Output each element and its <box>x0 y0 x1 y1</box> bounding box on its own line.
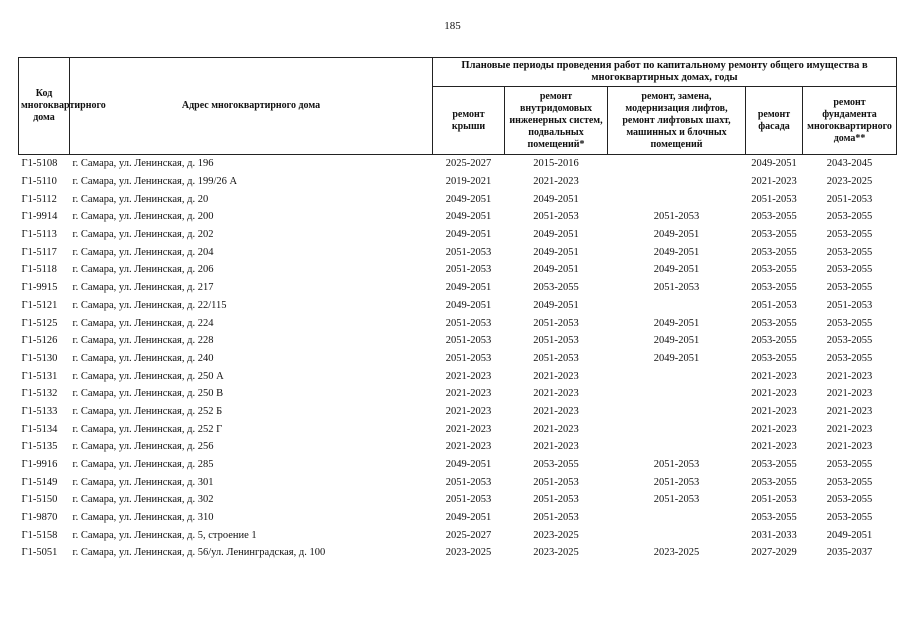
cell-facade: 2053-2055 <box>751 246 797 258</box>
table-header <box>19 58 897 155</box>
cell-roof: 2049-2051 <box>445 211 492 223</box>
cell-facade: 2021-2023 <box>751 441 797 453</box>
cell-address: г. Самара, ул. Ленинская, д. 206 <box>72 264 214 276</box>
cell-code: Г1-5133 <box>21 405 58 417</box>
cell-code: Г1-5112 <box>21 193 57 205</box>
cell-systems: 2051-2053 <box>533 512 579 524</box>
cell-roof: 2051-2053 <box>445 476 492 488</box>
cell-lifts <box>608 385 746 403</box>
cell-foundation: 2035-2037 <box>826 547 873 559</box>
table-row <box>19 385 897 403</box>
table-row <box>19 509 897 527</box>
cell-roof: 2049-2051 <box>445 512 492 524</box>
cell-systems: 2051-2053 <box>533 317 579 329</box>
cell-address: г. Самара, ул. Ленинская, д. 256 <box>72 441 214 453</box>
cell-address: г. Самара, ул. Ленинская, д. 56/ул. Ленинградская, д. 100 <box>72 547 326 559</box>
cell-lifts <box>608 297 746 315</box>
cell-foundation: 2051-2053 <box>826 299 873 311</box>
cell-code: Г1-9916 <box>21 459 58 471</box>
cell-foundation: 2021-2023 <box>826 423 873 435</box>
cell-lifts: 2049-2051 <box>653 229 700 241</box>
cell-facade: 2053-2055 <box>751 317 797 329</box>
cell-facade: 2053-2055 <box>751 352 797 364</box>
cell-lifts: 2023-2025 <box>653 547 700 559</box>
cell-lifts <box>608 438 746 456</box>
cell-facade: 2053-2055 <box>751 512 797 524</box>
cell-facade: 2051-2053 <box>751 193 797 205</box>
cell-roof: 2021-2023 <box>445 441 492 453</box>
cell-roof: 2021-2023 <box>445 423 492 435</box>
cell-foundation: 2053-2055 <box>826 264 873 276</box>
cell-code: Г1-5131 <box>21 370 58 382</box>
cell-lifts <box>608 403 746 421</box>
cell-roof: 2021-2023 <box>445 388 492 400</box>
table-row <box>19 314 897 332</box>
cell-roof: 2021-2023 <box>445 405 492 417</box>
cell-roof: 2025-2027 <box>445 158 492 170</box>
cell-address: г. Самара, ул. Ленинская, д. 250 А <box>72 370 224 382</box>
table-row <box>19 473 897 491</box>
table-row <box>19 526 897 544</box>
table-row <box>19 208 897 226</box>
cell-address: г. Самара, ул. Ленинская, д. 199/26 А <box>72 176 238 188</box>
cell-lifts <box>608 190 746 208</box>
cell-address: г. Самара, ул. Ленинская, д. 202 <box>72 229 214 241</box>
cell-code: Г1-5150 <box>21 494 58 506</box>
cell-lifts: 2051-2053 <box>653 459 700 471</box>
table-row <box>19 544 897 562</box>
cell-roof: 2051-2053 <box>445 352 492 364</box>
cell-facade: 2053-2055 <box>751 335 797 347</box>
header-lifts: ремонт, замена, модернизация лифтов, ремонт лифтовых шахт, машинных и блочных помещений <box>608 87 746 155</box>
cell-address: г. Самара, ул. Ленинская, д. 252 Б <box>72 405 223 417</box>
cell-facade: 2053-2055 <box>751 476 797 488</box>
cell-code: Г1-5126 <box>21 335 58 347</box>
cell-lifts: 2051-2053 <box>653 494 700 506</box>
table-row <box>19 420 897 438</box>
cell-lifts <box>608 155 746 173</box>
cell-foundation: 2021-2023 <box>826 370 873 382</box>
cell-lifts: 2049-2051 <box>653 264 700 276</box>
cell-systems: 2049-2051 <box>533 299 579 311</box>
cell-facade: 2031-2033 <box>751 529 797 541</box>
cell-lifts <box>608 509 746 527</box>
cell-code: Г1-9915 <box>21 282 58 294</box>
cell-facade: 2053-2055 <box>751 282 797 294</box>
cell-facade: 2021-2023 <box>751 176 797 188</box>
cell-code: Г1-9914 <box>21 211 58 223</box>
cell-facade: 2053-2055 <box>751 211 797 223</box>
cell-foundation: 2053-2055 <box>826 459 873 471</box>
table-row <box>19 438 897 456</box>
cell-code: Г1-5134 <box>21 423 58 435</box>
cell-code: Г1-5108 <box>21 158 58 170</box>
cell-roof: 2049-2051 <box>445 193 492 205</box>
cell-lifts: 2051-2053 <box>653 476 700 488</box>
table-row <box>19 403 897 421</box>
cell-systems: 2049-2051 <box>533 264 579 276</box>
cell-address: г. Самара, ул. Ленинская, д. 252 Г <box>72 423 223 435</box>
cell-address: г. Самара, ул. Ленинская, д. 301 <box>72 476 214 488</box>
cell-systems: 2021-2023 <box>533 388 579 400</box>
cell-code: Г1-5118 <box>21 264 57 276</box>
cell-foundation: 2053-2055 <box>826 229 873 241</box>
cell-roof: 2049-2051 <box>445 299 492 311</box>
cell-address: г. Самара, ул. Ленинская, д. 302 <box>72 494 214 506</box>
cell-foundation: 2053-2055 <box>826 494 873 506</box>
cell-facade: 2021-2023 <box>751 423 797 435</box>
cell-address: г. Самара, ул. Ленинская, д. 250 В <box>72 388 224 400</box>
cell-address: г. Самара, ул. Ленинская, д. 310 <box>72 512 214 524</box>
header-systems: ремонт внутридомовых инженерных систем, подвальных помещений* <box>505 87 608 155</box>
cell-foundation: 2053-2055 <box>826 211 873 223</box>
table-row <box>19 243 897 261</box>
table-row <box>19 367 897 385</box>
header-address: Адрес многоквартирного дома <box>70 58 433 155</box>
cell-systems: 2021-2023 <box>533 405 579 417</box>
cell-roof: 2051-2053 <box>445 335 492 347</box>
cell-code: Г1-5158 <box>21 529 58 541</box>
cell-systems: 2021-2023 <box>533 370 579 382</box>
cell-systems: 2023-2025 <box>533 529 579 541</box>
cell-address: г. Самара, ул. Ленинская, д. 5, строение 1 <box>72 529 257 541</box>
header-facade: ремонт фасада <box>746 87 803 155</box>
cell-lifts: 2049-2051 <box>653 246 700 258</box>
cell-lifts <box>608 526 746 544</box>
cell-foundation: 2053-2055 <box>826 335 873 347</box>
cell-facade: 2053-2055 <box>751 459 797 471</box>
table-row <box>19 173 897 191</box>
cell-foundation: 2021-2023 <box>826 388 873 400</box>
table-row <box>19 332 897 350</box>
cell-address: г. Самара, ул. Ленинская, д. 22/115 <box>72 299 227 311</box>
cell-facade: 2021-2023 <box>751 370 797 382</box>
cell-lifts: 2049-2051 <box>653 352 700 364</box>
cell-lifts <box>608 420 746 438</box>
cell-systems: 2049-2051 <box>533 193 579 205</box>
table-row <box>19 350 897 368</box>
cell-systems: 2051-2053 <box>533 211 579 223</box>
cell-systems: 2021-2023 <box>533 176 579 188</box>
cell-foundation: 2053-2055 <box>826 317 873 329</box>
cell-code: Г1-5117 <box>21 246 57 258</box>
cell-code: Г1-9870 <box>21 512 58 524</box>
repair-schedule-table <box>18 57 897 562</box>
cell-foundation: 2051-2053 <box>826 193 873 205</box>
cell-address: г. Самара, ул. Ленинская, д. 240 <box>72 352 214 364</box>
cell-foundation: 2021-2023 <box>826 405 873 417</box>
cell-roof: 2023-2025 <box>445 547 492 559</box>
cell-systems: 2021-2023 <box>533 441 579 453</box>
cell-facade: 2053-2055 <box>751 264 797 276</box>
cell-systems: 2021-2023 <box>533 423 579 435</box>
header-roof: ремонт крыши <box>433 87 505 155</box>
table-row <box>19 491 897 509</box>
cell-code: Г1-5130 <box>21 352 58 364</box>
cell-lifts <box>608 367 746 385</box>
cell-address: г. Самара, ул. Ленинская, д. 224 <box>72 317 214 329</box>
cell-foundation: 2023-2025 <box>826 176 873 188</box>
cell-roof: 2051-2053 <box>445 494 492 506</box>
cell-code: Г1-5135 <box>21 441 58 453</box>
cell-address: г. Самара, ул. Ленинская, д. 228 <box>72 335 214 347</box>
cell-address: г. Самара, ул. Ленинская, д. 217 <box>72 282 214 294</box>
cell-facade: 2021-2023 <box>751 405 797 417</box>
cell-lifts: 2051-2053 <box>653 211 700 223</box>
cell-code: Г1-5110 <box>21 176 57 188</box>
cell-code: Г1-5051 <box>21 547 58 559</box>
cell-facade: 2051-2053 <box>751 494 797 506</box>
cell-facade: 2049-2051 <box>751 158 797 170</box>
cell-lifts: 2049-2051 <box>653 335 700 347</box>
cell-foundation: 2043-2045 <box>826 158 873 170</box>
table-row <box>19 261 897 279</box>
cell-roof: 2049-2051 <box>445 459 492 471</box>
cell-code: Г1-5113 <box>21 229 57 241</box>
cell-foundation: 2053-2055 <box>826 512 873 524</box>
header-code: Код многоквартирного дома <box>19 58 70 155</box>
cell-systems: 2023-2025 <box>533 547 579 559</box>
cell-roof: 2021-2023 <box>445 370 492 382</box>
cell-code: Г1-5149 <box>21 476 58 488</box>
cell-lifts <box>608 173 746 191</box>
cell-lifts: 2049-2051 <box>653 317 700 329</box>
cell-systems: 2051-2053 <box>533 476 579 488</box>
table-row <box>19 279 897 297</box>
cell-systems: 2051-2053 <box>533 352 579 364</box>
cell-foundation: 2049-2051 <box>826 529 873 541</box>
cell-address: г. Самара, ул. Ленинская, д. 196 <box>72 158 214 170</box>
cell-roof: 2049-2051 <box>445 229 492 241</box>
cell-address: г. Самара, ул. Ленинская, д. 204 <box>72 246 214 258</box>
cell-roof: 2019-2021 <box>445 176 492 188</box>
table-row <box>19 456 897 474</box>
header-foundation: ремонт фундамента многоквартирного дома** <box>803 87 897 155</box>
table-body <box>19 155 897 562</box>
cell-address: г. Самара, ул. Ленинская, д. 200 <box>72 211 214 223</box>
header-periods-group: Плановые периоды проведения работ по капитальному ремонту общего имущества в многоквартирных домах, годы <box>433 58 897 87</box>
cell-foundation: 2053-2055 <box>826 352 873 364</box>
cell-address: г. Самара, ул. Ленинская, д. 285 <box>72 459 214 471</box>
cell-facade: 2021-2023 <box>751 388 797 400</box>
page-number: 185 <box>444 20 461 32</box>
cell-facade: 2027-2029 <box>751 547 797 559</box>
cell-facade: 2051-2053 <box>751 299 797 311</box>
cell-foundation: 2053-2055 <box>826 476 873 488</box>
cell-address: г. Самара, ул. Ленинская, д. 20 <box>72 193 209 205</box>
cell-facade: 2053-2055 <box>751 229 797 241</box>
cell-roof: 2049-2051 <box>445 282 492 294</box>
cell-systems: 2053-2055 <box>533 282 579 294</box>
cell-lifts: 2051-2053 <box>653 282 700 294</box>
cell-systems: 2049-2051 <box>533 229 579 241</box>
cell-code: Г1-5125 <box>21 317 58 329</box>
table-row <box>19 297 897 315</box>
table-row <box>19 190 897 208</box>
cell-systems: 2051-2053 <box>533 335 579 347</box>
cell-systems: 2051-2053 <box>533 494 579 506</box>
cell-roof: 2051-2053 <box>445 246 492 258</box>
cell-foundation: 2053-2055 <box>826 246 873 258</box>
cell-roof: 2051-2053 <box>445 264 492 276</box>
cell-code: Г1-5121 <box>21 299 58 311</box>
cell-roof: 2051-2053 <box>445 317 492 329</box>
cell-foundation: 2021-2023 <box>826 441 873 453</box>
cell-systems: 2015-2016 <box>533 158 579 170</box>
cell-roof: 2025-2027 <box>445 529 492 541</box>
cell-systems: 2053-2055 <box>533 459 579 471</box>
table-row <box>19 155 897 173</box>
cell-code: Г1-5132 <box>21 388 58 400</box>
cell-systems: 2049-2051 <box>533 246 579 258</box>
table-row <box>19 226 897 244</box>
cell-foundation: 2053-2055 <box>826 282 873 294</box>
